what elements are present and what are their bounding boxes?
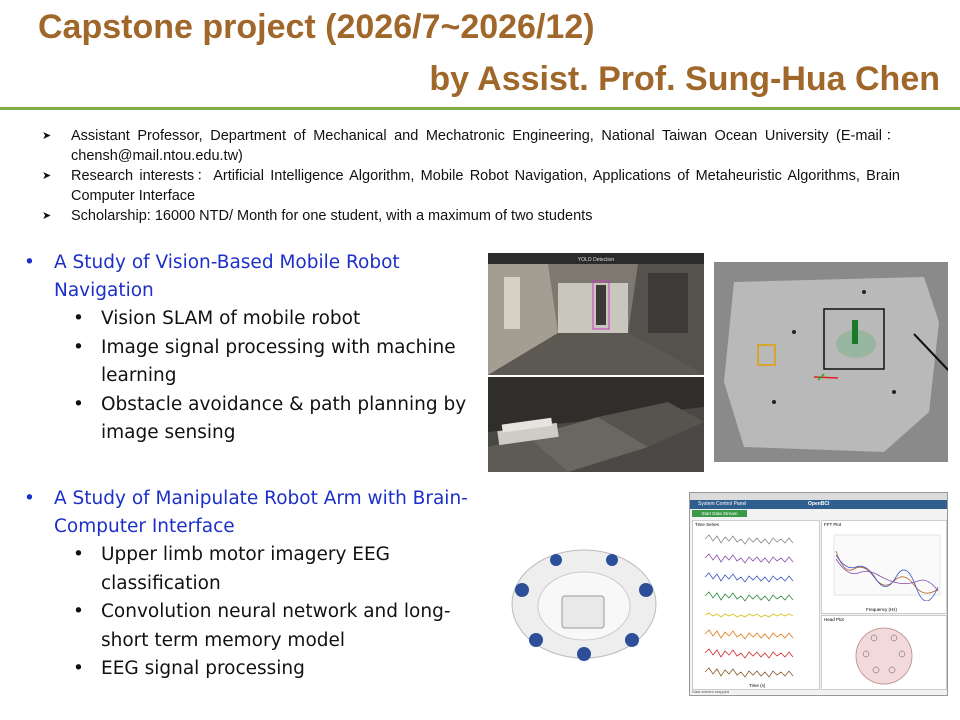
page-title: Capstone project (2026/7~2026/12) xyxy=(38,8,595,46)
list-item: • Image signal processing with machine learning xyxy=(22,334,502,391)
section-bci-arm xyxy=(22,485,502,684)
bullet-icon: • xyxy=(24,488,35,509)
info-item-position: ➤ Assistant Professor, Department of Mechanical and Mechatronic Engineering, National Taiwan Ocean University (E-mail：chensh@mail.ntou.edu.tw) xyxy=(42,128,900,164)
fft-plot xyxy=(824,531,944,601)
list-item: • EEG signal processing xyxy=(22,655,502,684)
time-series-panel xyxy=(692,520,820,690)
title-divider xyxy=(0,107,960,110)
head-plot-panel xyxy=(821,615,947,690)
arrow-bullet-icon: ➤ xyxy=(42,130,52,142)
info-list xyxy=(40,126,900,226)
fft-label: FFT Plot xyxy=(824,522,842,527)
openbci-gui-image xyxy=(689,492,948,696)
bullet-icon: • xyxy=(24,252,35,273)
section-vision-navigation xyxy=(22,249,502,448)
bullet-icon: • xyxy=(73,336,84,358)
page-subtitle: by Assist. Prof. Sung-Hua Chen xyxy=(429,60,940,98)
bullet-icon: • xyxy=(73,601,84,622)
gui-titlebar xyxy=(690,493,948,500)
time-axis-label: Time (s) xyxy=(749,683,766,688)
section-heading: • A Study of Manipulate Robot Arm with Brain-Computer Interface xyxy=(22,485,502,541)
gui-panel-label: System Control Panel xyxy=(698,501,747,507)
occupancy-grid xyxy=(714,262,948,462)
bullet-icon: • xyxy=(73,393,84,415)
start-stream-button: Start Data Stream xyxy=(692,510,747,517)
eeg-headset-image xyxy=(496,540,672,668)
headset-drawing xyxy=(496,540,672,668)
section-heading: • A Study of Vision-Based Mobile Robot Navigation xyxy=(22,249,502,305)
corridor-photo xyxy=(488,253,704,375)
list-item: • Upper limb motor imagery EEG classification xyxy=(22,541,502,598)
list-item: • Obstacle avoidance & path planning by image sensing xyxy=(22,391,502,448)
slam-map-image xyxy=(714,262,948,462)
detection-screenshot-image xyxy=(488,253,704,375)
gui-brand: OpenBCI xyxy=(808,501,830,507)
info-item-research: ➤ Research interests：Artificial Intelligence Algorithm, Mobile Robot Navigation, Applications of Metaheuristic Algorithms, Brain Computer Interface xyxy=(42,168,900,204)
head-plot-label: Head Plot xyxy=(824,617,844,622)
section-items xyxy=(22,305,502,448)
robot-floor-image xyxy=(488,377,704,472)
arrow-bullet-icon: ➤ xyxy=(42,170,52,182)
info-item-scholarship: ➤ Scholarship: 16000 NTD/ Month for one student, with a maximum of two students xyxy=(42,208,593,224)
fft-panel xyxy=(821,520,947,614)
eeg-traces xyxy=(693,529,819,679)
arrow-bullet-icon: ➤ xyxy=(42,210,52,222)
detection-window-title: YOLO Detection xyxy=(577,257,615,263)
gui-toolbar xyxy=(690,500,948,509)
list-item: • Convolution neural network and long-short term memory model xyxy=(22,598,502,655)
list-item: • Vision SLAM of mobile robot xyxy=(22,305,502,334)
bullet-icon: • xyxy=(73,308,84,329)
bullet-icon: • xyxy=(73,658,84,679)
head-map xyxy=(822,624,946,688)
time-series-label: Time Series xyxy=(695,522,719,527)
frequency-axis-label: Frequency (Hz) xyxy=(866,607,898,612)
robot-photo xyxy=(488,377,704,472)
gui-status-text: Data stream stopped xyxy=(692,689,730,694)
bullet-icon: • xyxy=(73,544,84,565)
section-items xyxy=(22,541,502,684)
